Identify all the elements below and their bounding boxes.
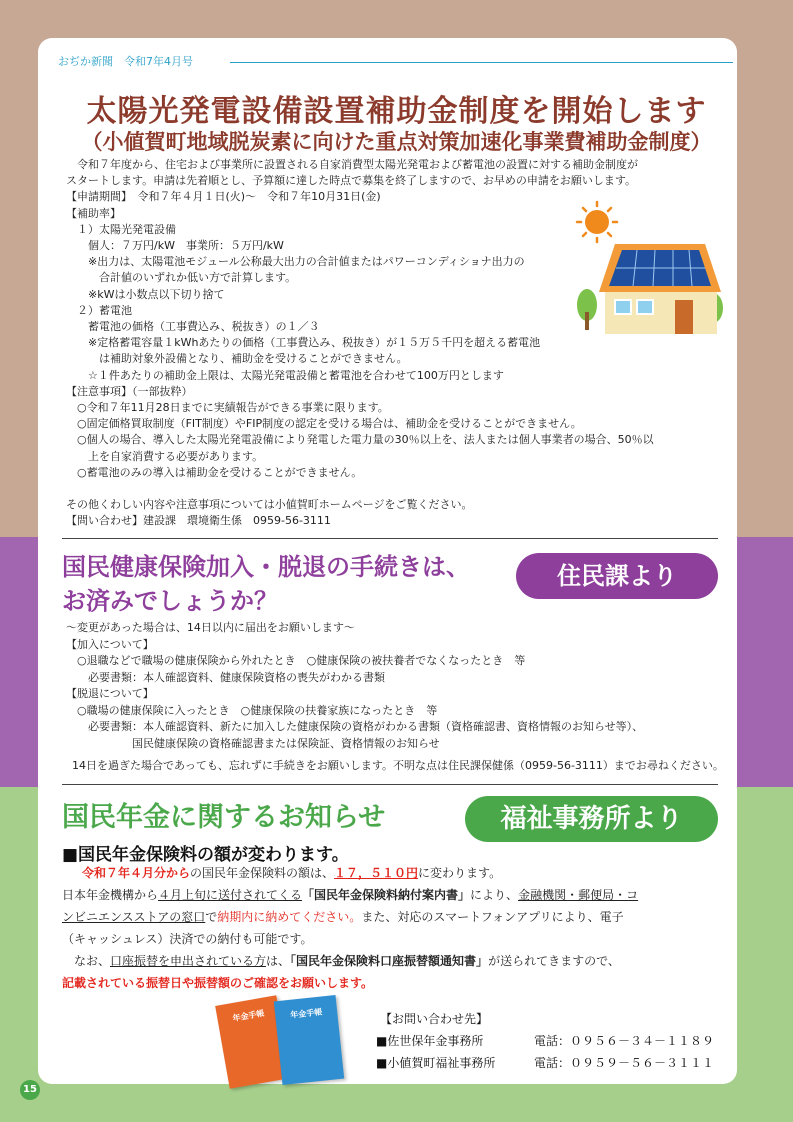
body-line: ２）蓄電池 <box>66 303 132 317</box>
body-line: 【注意事項】（一部抜粋） <box>66 384 193 398</box>
pension-text: 口座振替を申出されている方 <box>110 954 267 968</box>
body-line: ※kWは小数点以下切り捨て <box>66 287 225 301</box>
body-line: 【脱退について】 <box>66 687 154 700</box>
book-label: 年金手帳 <box>289 1007 323 1020</box>
body-line: １）太陽光発電設備 <box>66 222 176 236</box>
book-label: 年金手帳 <box>231 1008 265 1024</box>
contact-name-2: ■小値賀町福祉事務所 <box>376 1056 496 1070</box>
solar-house-illustration <box>575 200 725 340</box>
pension-paragraph-3 <box>62 906 624 928</box>
pension-start-month: 令和７年４月分から <box>82 866 191 880</box>
solar-subtitle: （小値賀町地域脱炭素に向けた重点対策加速化事業費補助金制度） <box>81 130 712 154</box>
body-line: ☆１件あたりの補助金上限は、太陽光発電設備と蓄電池を合わせて100万円とします <box>66 368 504 382</box>
pension-paragraph-6: 記載されている振替日や振替額のご確認をお願いします。 <box>62 976 374 990</box>
body-line: ○退職などで職場の健康保険から外れたとき ○健康保険の被扶養者でなくなったとき 等 <box>66 654 526 667</box>
transfer-notice-name: 「国民年金保険料口座振替額通知書」 <box>290 954 489 968</box>
section-divider <box>62 538 718 539</box>
page-number: 15 <box>20 1080 40 1100</box>
pension-paragraph-1 <box>82 862 501 884</box>
pension-title: 国民年金に関するお知らせ <box>62 802 386 833</box>
pension-paragraph-2 <box>62 884 638 906</box>
pension-text: ンビニエンスストアの窓口 <box>62 910 206 924</box>
payment-notice-name: 「国民年金保険料納付案内書」 <box>302 888 471 902</box>
body-line: 合計値のいずれか低い方で計算します。 <box>66 271 297 285</box>
body-line: その他くわしい内容や注意事項については小値賀町ホームページをご覧ください。 <box>66 498 473 512</box>
pension-text: は、 <box>266 954 291 968</box>
body-line: ○個人の場合、導入した太陽光発電設備により発電した電力量の30％以上を、法人または個人事業者の場合、50％以 <box>66 433 654 447</box>
body-line: ○職場の健康保険に入ったとき ○健康保険の扶養家族になったとき 等 <box>66 703 438 717</box>
body-line: 【問い合わせ】建設課 環境衛生係 0959-56-3111 <box>66 514 331 528</box>
pension-text: 日本年金機構から <box>62 888 159 902</box>
pension-deadline-note: 納期内に納めてください。 <box>217 910 362 924</box>
pension-amount: １７，５１０円 <box>334 866 419 880</box>
body-line: 個人：７万円/kW 事業所：５万円/kW <box>66 239 284 252</box>
resident-section-badge: 住民課より <box>516 553 718 599</box>
body-line: 国民健康保険の資格確認書または保険証、資格情報のお知らせ <box>66 736 440 750</box>
pension-book-blue <box>274 995 344 1085</box>
pension-text: 金融機関・郵便局・コ <box>518 888 639 902</box>
header-rule <box>230 62 733 63</box>
welfare-office-badge: 福祉事務所より <box>465 796 718 842</box>
contact-tel-2: 電話：０９５９－５６－３１１１ <box>534 1056 715 1070</box>
pension-text: また、対応のスマートフォンアプリにより、電子 <box>361 910 624 924</box>
pension-text: が送られてきますので、 <box>488 954 620 968</box>
pension-text: ４月上旬に送付されてくる <box>158 888 303 902</box>
body-line: ○令和７年11月28日までに実績報告ができる事業に限ります。 <box>66 401 389 414</box>
contact-title: 【お問い合わせ先】 <box>380 1012 489 1026</box>
sun-icon <box>577 202 617 242</box>
health-title-line2: お済みでしょうか？ <box>62 587 278 615</box>
body-line: ※出力は、太陽電池モジュール公称最大出力の合計値またはパワーコンディショナ出力の <box>66 255 525 269</box>
section-divider <box>62 784 718 785</box>
pension-text: なお、 <box>62 954 111 968</box>
body-line: ※定格蓄電容量１kWhあたりの価格（工事費込み、税抜き）が１５万５千円を超える蓄電池 <box>66 336 541 350</box>
health-footer: 14日を過ぎた場合であっても、忘れずに手続きをお願いします。不明な点は住民課保健係（0959-56-3111）までお尋ねください。 <box>72 759 724 772</box>
pension-text: により、 <box>470 888 519 902</box>
body-line: スタートします。申請は先着順とし、予算額に達した時点で募集を終了しますので、お早めの申請をお願いします。 <box>66 174 637 188</box>
contact-tel-1: 電話：０９５６－３４－１１８９ <box>534 1034 715 1048</box>
body-line: 蓄電池の価格（工事費込み、税抜き）の１／３ <box>66 320 320 333</box>
pension-text: に変わります。 <box>418 866 502 880</box>
pension-text: の国民年金保険料の額は、 <box>190 866 335 880</box>
contact-name-1: ■佐世保年金事務所 <box>376 1034 484 1048</box>
body-line: 必要書類：本人確認資料、新たに加入した健康保険の資格がわかる書類（資格確認書、資格情報のお知らせ等）、 <box>66 720 644 733</box>
pension-text: で <box>205 910 218 924</box>
body-line: 【補助率】 <box>66 206 121 220</box>
newsletter-header: おぢか新聞 令和7年4月号 <box>58 55 193 68</box>
body-line: 【加入について】 <box>66 637 154 651</box>
body-line: 必要書類：本人確認資料、健康保険資格の喪失がわかる書類 <box>66 670 385 684</box>
solar-title: 太陽光発電設備設置補助金制度を開始します <box>86 94 707 129</box>
pension-subtitle: ■国民年金保険料の額が変わります。 <box>62 845 349 865</box>
body-line: ○固定価格買取制度（FIT制度）やFIP制度の認定を受ける場合は、補助金を受けることができません。 <box>66 417 582 431</box>
body-line: 【申請期間】 令和７年４月１日(火)～ 令和７年10月31日(金) <box>66 190 381 204</box>
pension-paragraph-4: （キャッシュレス）決済での納付も可能です。 <box>62 932 313 946</box>
body-line: ○蓄電池のみの導入は補助金を受けることができません。 <box>66 465 363 479</box>
health-title-line1: 国民健康保険加入・脱退の手続きは、 <box>62 553 470 581</box>
body-line: 令和７年度から、住宅および事業所に設置される自家消費型太陽光発電および蓄電池の設置に対する補助金制度が <box>66 158 638 171</box>
health-title <box>62 550 470 618</box>
body-line: 上を自家消費する必要があります。 <box>66 449 264 463</box>
body-line: ～変更があった場合は、14日以内に届出をお願いします～ <box>66 621 355 634</box>
body-line: は補助対象外設備となり、補助金を受けることができません。 <box>66 352 408 366</box>
pension-paragraph-5 <box>62 950 620 972</box>
